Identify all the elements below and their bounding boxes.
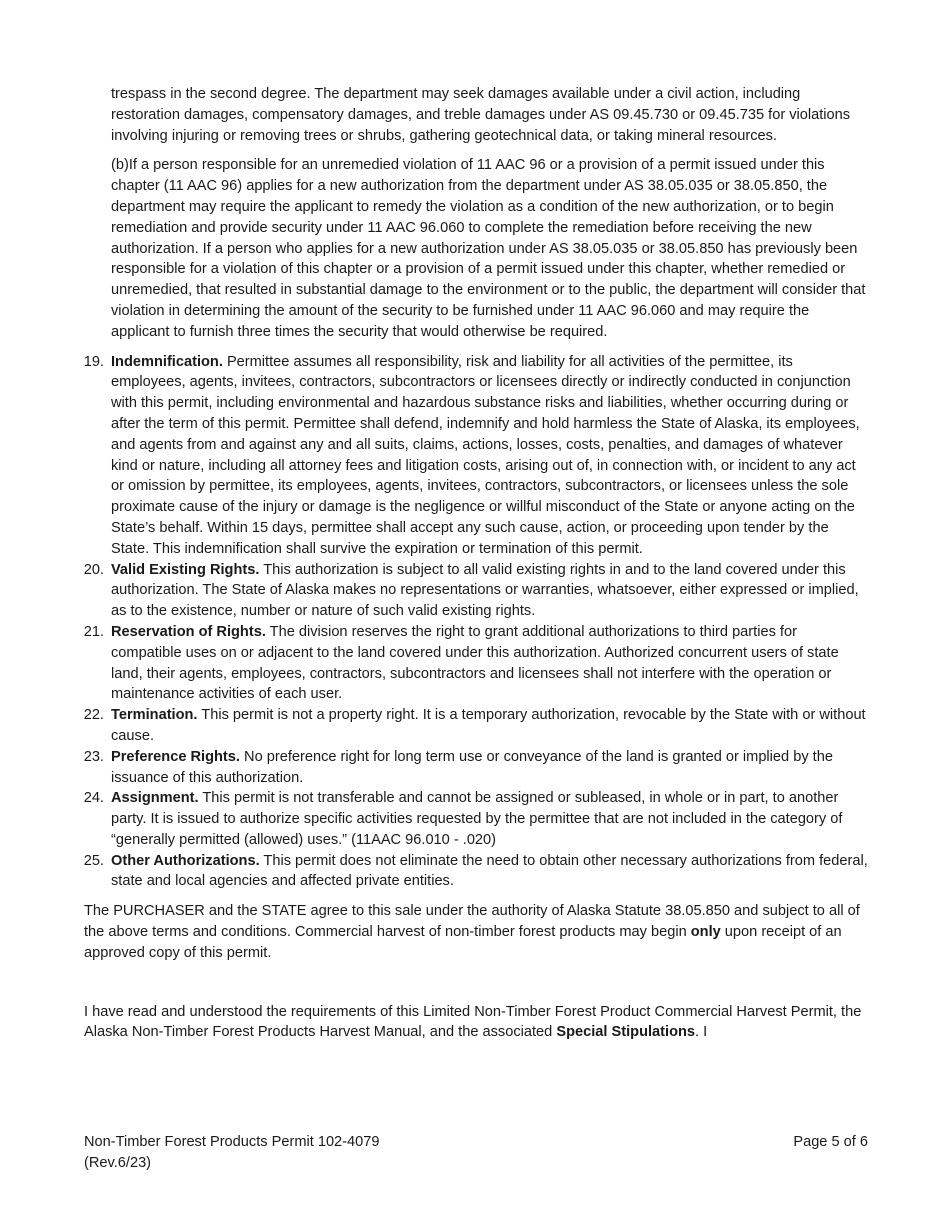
item-title: Valid Existing Rights. xyxy=(111,561,260,578)
page-number: Page 5 of 6 xyxy=(793,1134,868,1150)
closing-paragraph: The PURCHASER and the STATE agree to this sale under the authority of Alaska Statute 38.05.850 and subject to all of the above terms and conditions. Commercial harvest of non-timber forest products may begin only upon receipt of an approved copy of this permit. xyxy=(84,903,860,961)
item-text: This permit is not a property right. It is a temporary authorization, revocable by the State with or without cause. xyxy=(111,707,866,744)
list-item: 24. Assignment. This permit is not transferable and cannot be assigned or subleased, in whole or in part, to another party. It is issued to authorize specific activities requested by the permittee that are not included in the category of “generally permitted (allowed) uses.” (11AAC 96.010 - .020) xyxy=(83,790,843,848)
item-text: This permit does not eliminate the need to obtain other necessary authorizations from federal, state and local agencies and affected private entities. xyxy=(111,852,868,890)
item-text: The division reserves the right to grant additional authorizations to third parties for compatible uses on or adjacent to the land covered under this authorization. Authorized concurrent users of state land, their agents, employees, contractors, subcontractors and licensees shall not interfere with the operation or maintenance activities of each user. xyxy=(111,623,839,703)
page-footer xyxy=(84,1132,868,1174)
subsection-b-paragraph: (b)If a person responsible for an unremedied violation of 11 AAC 96 or a provision of a permit issued under this chapter (11 AAC 96) applies for a new authorization from the department under AS 38.05.035 or 38.05.850, the department may require the applicant to remedy the violation as a condition of the new authorization, or to begin remediation and provide security under 11 AAC 96.060 to complete the remediation before receiving the new authorization. If a person who applies for a new authorization under AS 38.05.035 or 38.05.850 has previously been responsible for a violation of this chapter or a provision of a permit issued under this chapter, whether remedied or unremedied, that resulted in substantial damage to the environment or to the public, the department will consider that violation in determining the amount of the security to be furnished under 11 AAC 96.060 and may require the applicant to furnish three times the security that would otherwise be required. xyxy=(111,157,866,340)
list-item: 21. Reservation of Rights. The division reserves the right to grant additional authorizations to third parties for compatible uses on or adjacent to the land covered under this authorization. Authorized concurrent users of state land, their agents, employees, contractors, subcontractors and licensees shall not interfere with the operation or maintenance activities of each user. xyxy=(83,623,839,703)
footer-revision: (Rev.6/23) xyxy=(84,1154,152,1171)
item-text: No preference right for long term use or conveyance of the land is granted or implied by the issuance of this authorization. xyxy=(111,748,833,786)
document-page xyxy=(84,84,868,1043)
list-item: 25. Other Authorizations. This permit does not eliminate the need to obtain other necessary authorizations from federal, state and local agencies and affected private entities. xyxy=(83,852,868,890)
item-text: This permit is not transferable and cannot be assigned or subleased, in whole or in part, to another party. It is issued to authorize specific activities requested by the permittee that are not included in the category of “generally permitted (allowed) uses.” (11AAC 96.010 - .020) xyxy=(111,790,843,848)
item-title: Termination. xyxy=(111,707,198,724)
continuation-paragraph: trespass in the second degree. The department may seek damages available under a civil action, including restoration damages, compensatory damages, and treble damages under AS 09.45.730 or 09.45.735 for violations involving injuring or removing trees or shrubs, gathering geotechnical data, or taking mineral resources. xyxy=(111,86,851,144)
footer-permit-number: Non-Timber Forest Products Permit 102-4079 xyxy=(84,1134,380,1150)
list-item: 23. Preference Rights. No preference right for long term use or conveyance of the land is granted or implied by the issuance of this authorization. xyxy=(83,748,833,786)
item-title: Indemnification. xyxy=(111,353,223,370)
item-text: This authorization is subject to all valid existing rights in and to the land covered under this authorization. The State of Alaska makes no representations or warranties, whatsoever, either expressed or implied, as to the existence, number or nature of such valid existing rights. xyxy=(111,561,859,620)
item-title: Assignment. xyxy=(111,790,199,807)
list-item: 20. Valid Existing Rights. This authorization is subject to all valid existing rights in and to the land covered under this authorization. The State of Alaska makes no representations or warranties, whatsoever, either expressed or implied, as to the existence, number or nature of such valid existing rights. xyxy=(83,561,859,620)
item-title: Other Authorizations. xyxy=(111,852,260,869)
list-item: 19. Indemnification. Permittee assumes all responsibility, risk and liability for all activities of the permittee, its employees, agents, invitees, contractors, subcontractors or licensees directly or indirectly conducted in conjunction with this permit, including environmental and hazardous substance risks and liabilities, whether occurring during or after the term of this permit. Permittee shall defend, indemnify and hold harmless the State of Alaska, its employees, and agents from and against any and all suits, claims, actions, losses, costs, penalties, and damages of whatever kind or nature, including all attorney fees and litigation costs, arising out of, in connection with, or incident to any act or omission by permittee, its employees, agents, invitees, contractors, subcontractors, or licensees unless the sole proximate cause of the injury or damage is the negligence or willful misconduct of the State or anyone acting on the State’s behalf. Within 15 days, permittee shall accept any such cause, action, or proceeding upon tender by the State. This indemnification shall survive the expiration or termination of this permit. xyxy=(83,353,860,557)
list-item: 22. Termination. This permit is not a property right. It is a temporary authorization, revocable by the State with or without cause. xyxy=(83,707,866,744)
item-title: Reservation of Rights. xyxy=(111,623,266,640)
acknowledgement-paragraph: I have read and understood the requirements of this Limited Non-Timber Forest Product Commercial Harvest Permit, the Alaska Non-Timber Forest Products Harvest Manual, and the associated Special Stipulations. I xyxy=(84,1003,862,1041)
item-title: Preference Rights. xyxy=(111,748,240,765)
terms-list xyxy=(84,352,868,893)
item-text: Permittee assumes all responsibility, risk and liability for all activities of the permittee, its employees, agents, invitees, contractors, subcontractors or licensees directly or indirectly conducted in conjunction with this permit, including environmental and hazardous substance risks and liabilities, whether occurring during or after the term of this permit. Permittee shall defend, indemnify and hold harmless the State of Alaska, its employees, and agents from and against any and all suits, claims, actions, losses, costs, penalties, and damages of whatever kind or nature, including all attorney fees and litigation costs, arising out of, in connection with, or incident to any act or omission by permittee, its employees, agents, invitees, contractors, subcontractors, or licensees unless the sole proximate cause of the injury or damage is the negligence or willful misconduct of the State or anyone acting on the State’s behalf. Within 15 days, permittee shall accept any such cause, action, or proceeding upon tender by the State. This indemnification shall survive the expiration or termination of this permit. xyxy=(111,353,860,557)
